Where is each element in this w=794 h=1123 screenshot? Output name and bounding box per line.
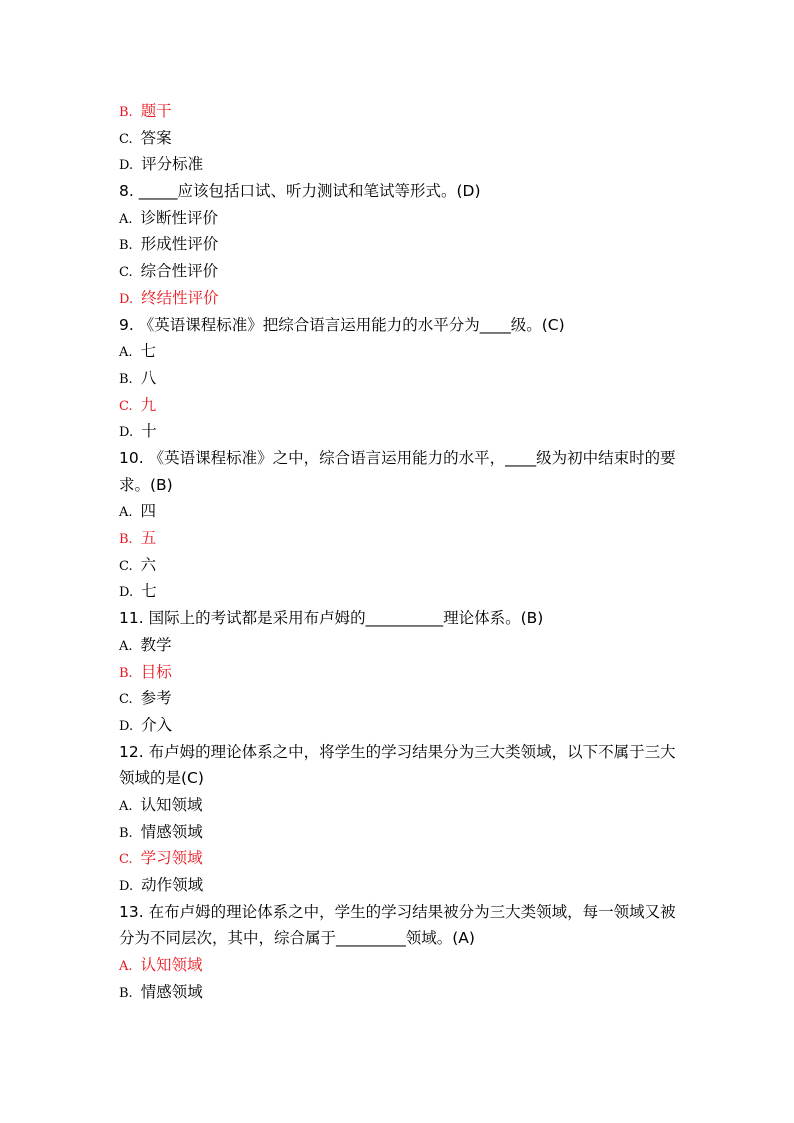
option-label: C.	[119, 852, 133, 868]
question-text: 11. 国际上的考试都是采用布卢姆的__________理论体系。(B)	[119, 609, 544, 628]
option-label: B.	[119, 238, 133, 254]
question-text: 8. _____应该包括口试、听力测试和笔试等形式。(D)	[119, 182, 481, 201]
option	[119, 125, 689, 152]
option-label: B.	[119, 985, 133, 1001]
option-text: 目标	[140, 662, 172, 681]
option-label: A.	[119, 959, 133, 975]
option-label: A.	[119, 345, 133, 361]
option	[119, 872, 689, 899]
option-label: D.	[119, 158, 134, 174]
option-text: 介入	[141, 715, 173, 734]
option-label: A.	[119, 638, 133, 654]
option-label: C.	[119, 131, 133, 147]
option	[119, 632, 689, 659]
option-label: B.	[119, 532, 133, 548]
option-correct	[119, 845, 689, 872]
option-text: 评分标准	[141, 155, 204, 174]
option-label: D.	[119, 879, 134, 895]
option-label: A.	[119, 798, 133, 814]
option-correct	[119, 98, 689, 125]
option	[119, 578, 689, 605]
option	[119, 498, 689, 525]
option-text: 六	[140, 555, 157, 574]
option-text: 九	[140, 395, 157, 414]
option-text: 四	[140, 502, 157, 521]
option	[119, 338, 689, 365]
option-label: D.	[119, 291, 134, 307]
option-text: 诊断性评价	[140, 208, 219, 227]
option-text: 十	[141, 422, 157, 441]
option-text: 学习领域	[140, 849, 203, 868]
option-text: 七	[140, 342, 157, 361]
option	[119, 552, 689, 579]
option	[119, 792, 689, 819]
option-text: 五	[140, 529, 157, 548]
option-label: C.	[119, 265, 133, 281]
option-label: A.	[119, 505, 133, 521]
option-text: 综合性评价	[140, 262, 219, 281]
option-text: 答案	[140, 128, 172, 147]
question-text: 9. 《英语课程标准》把综合语言运用能力的水平分为____级。(C)	[119, 315, 565, 334]
option-label: D.	[119, 585, 134, 601]
question-text: 12. 布卢姆的理论体系之中，将学生的学习结果分为三大类领域，以下不属于三大领域的是(C)	[119, 742, 676, 788]
option	[119, 231, 689, 258]
option-label: B.	[119, 665, 133, 681]
option	[119, 979, 689, 1006]
option	[119, 418, 689, 445]
option	[119, 258, 689, 285]
option-label: C.	[119, 692, 133, 708]
option-text: 情感领域	[140, 822, 203, 841]
option-text: 参考	[140, 689, 172, 708]
option	[119, 205, 689, 232]
option	[119, 685, 689, 712]
document-page	[119, 98, 689, 1006]
option	[119, 712, 689, 739]
option-label: B.	[119, 105, 133, 120]
question-text: 13. 在布卢姆的理论体系之中，学生的学习结果被分为三大类领域，每一领域又被分为不同层次，其中，综合属于_________领域。(A)	[119, 902, 676, 948]
option-text: 八	[140, 368, 157, 387]
option	[119, 151, 689, 178]
option-label: B.	[119, 825, 133, 841]
option-text: 七	[141, 582, 157, 601]
question-text: 10. 《英语课程标准》之中，综合语言运用能力的水平，____级为初中结束时的要求。(B)	[119, 448, 676, 494]
option-correct	[119, 659, 689, 686]
option-text: 题干	[140, 102, 172, 120]
option-correct	[119, 285, 689, 312]
option-label: D.	[119, 718, 134, 734]
option	[119, 365, 689, 392]
option-text: 形成性评价	[140, 235, 219, 254]
option-text: 认知领域	[140, 956, 203, 975]
option-text: 认知领域	[140, 795, 203, 814]
option-text: 终结性评价	[141, 288, 219, 307]
option-label: B.	[119, 371, 133, 387]
option-text: 情感领域	[140, 982, 203, 1001]
option-label: D.	[119, 425, 134, 441]
option-correct	[119, 392, 689, 419]
option-text: 动作领域	[141, 876, 204, 895]
option-label: C.	[119, 558, 133, 574]
option-label: A.	[119, 211, 133, 227]
option-correct	[119, 952, 689, 979]
option-correct	[119, 525, 689, 552]
option-text: 教学	[140, 635, 172, 654]
option-label: C.	[119, 398, 133, 414]
option	[119, 819, 689, 846]
